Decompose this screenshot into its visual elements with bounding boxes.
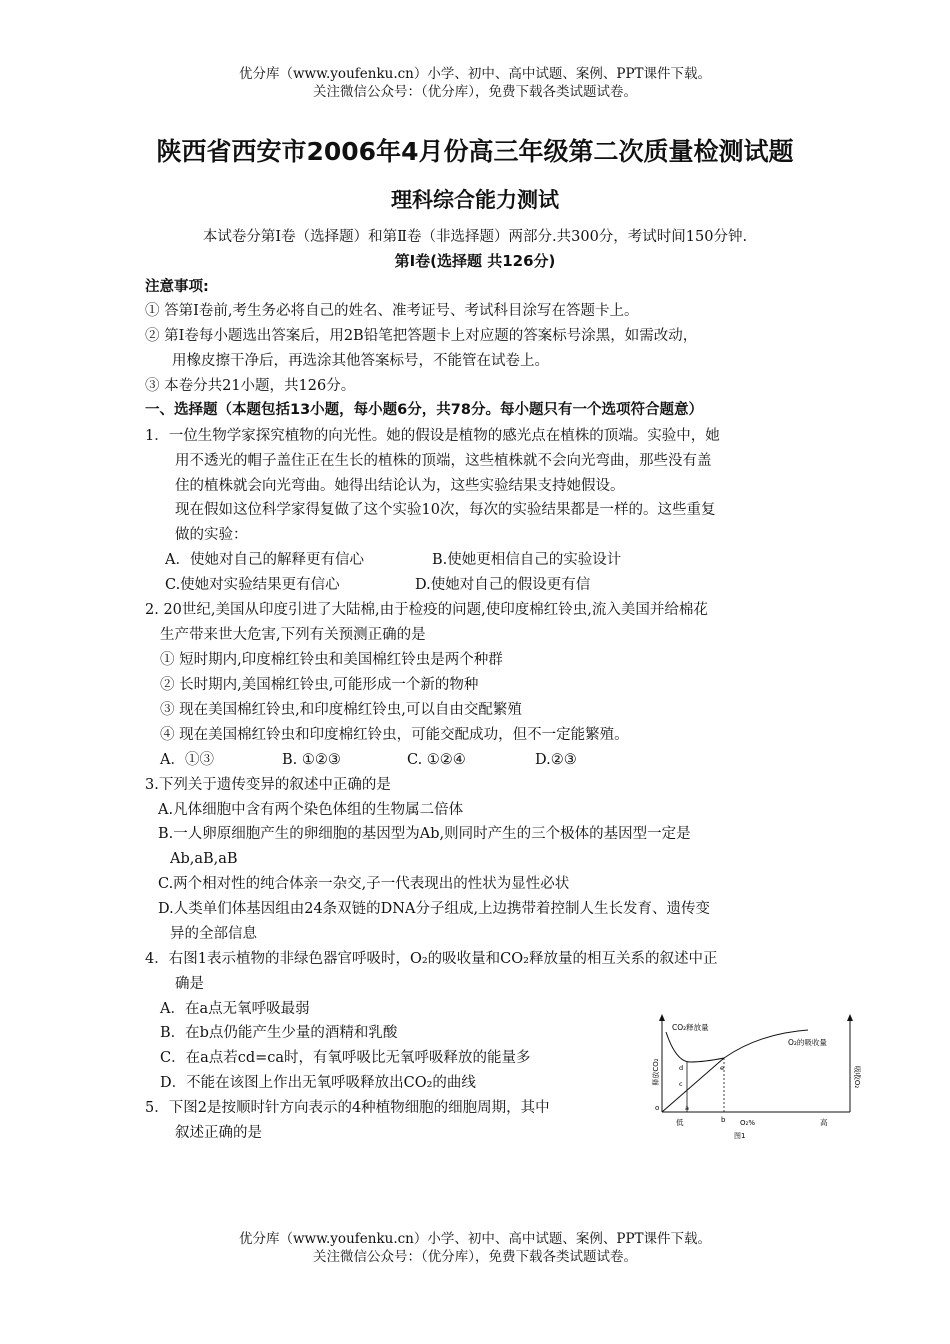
page-subtitle: 理科综合能力测试 <box>391 188 559 212</box>
o2-uptake-line <box>662 1058 724 1112</box>
footer-line-1: 优分库（www.youfenku.cn）小学、初中、高中试题、案例、PPT课件下载。 <box>238 1231 712 1247</box>
q3-option-d[interactable]: D.人类单们体基因组由24条双链的DNA分子组成,上边携带着控制人生长发育、遗传变 <box>158 901 711 917</box>
q1-line-2: 用不透光的帽子盖住正在生长的植株的顶端，这些植株就不会向光弯曲，那些没有盖 <box>175 453 712 469</box>
notes-heading: 注意事项: <box>145 279 209 295</box>
q4-option-d[interactable]: D．不能在该图上作出无氧呼吸释放出CO₂的曲线 <box>160 1075 476 1091</box>
label-high: 高 <box>820 1118 828 1127</box>
q4-line-2: 确是 <box>175 976 204 992</box>
q2-line-2: 生产带来世大危害,下列有关预测正确的是 <box>160 627 426 643</box>
q2-line-1: 2. 20世纪,美国从印度引进了大陆棉,由于检疫的问题,使印度棉红铃虫,流入美国并给棉花 <box>145 602 708 618</box>
q3-option-a[interactable]: A.凡体细胞中含有两个染色体组的生物属二倍体 <box>158 802 464 818</box>
part1-title: 第Ⅰ卷(选择题 共126分) <box>394 252 556 270</box>
q3-option-b-cont: Ab,aB,aB <box>170 851 238 867</box>
label-co2-curve: CO₂释放量 <box>672 1023 709 1032</box>
note-1: ① 答第Ⅰ卷前,考生务必将自己的姓名、准考证号、考试科目涂写在答题卡上。 <box>145 303 639 319</box>
q2-statement-4: ④ 现在美国棉红铃虫和印度棉红铃虫，可能交配成功，但不一定能繁殖。 <box>160 727 629 743</box>
q3-option-b[interactable]: B.一人卵原细胞产生的卵细胞的基因型为Ab,则同时产生的三个极体的基因型一定是 <box>158 826 691 842</box>
label-d: d <box>679 1064 684 1072</box>
q1-options-cd <box>165 575 590 595</box>
figure-1 <box>650 1010 860 1145</box>
label-a: a <box>685 1104 689 1112</box>
label-y-left: 释放CO₂ <box>652 1058 660 1086</box>
co2-release-curve <box>666 1032 724 1062</box>
q1-line-3: 住的植株就会向光弯曲。她得出结论认为，这些实验结果支持她假设。 <box>175 478 625 494</box>
note-2b: 用橡皮擦干净后，再选涂其他答案标号，不能管在试卷上。 <box>172 353 549 369</box>
q4-option-b[interactable]: B．在b点仍能产生少量的酒精和乳酸 <box>160 1025 398 1041</box>
q5-line-1: 5．下图2是按顺时针方向表示的4种植物细胞的细胞周期，其中 <box>145 1100 550 1116</box>
label-y-right: 吸收O₂ <box>853 1065 861 1089</box>
q2-options <box>160 750 577 770</box>
label-b: b <box>721 1116 726 1124</box>
header-line-1: 优分库（www.youfenku.cn）小学、初中、高中试题、案例、PPT课件下载。 <box>238 66 712 82</box>
q2-option-a[interactable]: A．①③ <box>160 752 214 768</box>
footer-line-2: 关注微信公众号：（优分库），免费下载各类试题试卷。 <box>313 1249 637 1265</box>
q2-statement-3: ③ 现在美国棉红铃虫,和印度棉红铃虫,可以自由交配繁殖 <box>160 702 522 718</box>
section1-heading: 一、选择题（本题包括13小题，每小题6分，共78分。每小题只有一个选项符合题意） <box>145 402 703 418</box>
intro-text: 本试卷分第Ⅰ卷（选择题）和第Ⅱ卷（非选择题）两部分.共300分，考试时间150分钟. <box>202 229 748 245</box>
label-origin: o <box>655 1104 660 1112</box>
q5-line-2: 叙述正确的是 <box>175 1125 262 1141</box>
q3-line-1: 3.下列关于遗传变异的叙述中正确的是 <box>145 777 391 793</box>
label-c: c <box>679 1080 683 1088</box>
y-axis-left-arrow <box>659 1014 665 1021</box>
q4-option-a[interactable]: A．在a点无氧呼吸最弱 <box>160 1001 310 1017</box>
q1-option-b[interactable]: B.使她更相信自己的实验设计 <box>432 552 622 568</box>
q2-option-b[interactable]: B. ①②③ <box>282 752 341 768</box>
q1-option-d[interactable]: D.使她对自己的假设更有信 <box>415 577 591 593</box>
note-3: ③ 本卷分共21小题，共126分。 <box>145 378 356 394</box>
q1-options-ab <box>165 550 621 570</box>
header-line-2: 关注微信公众号：（优分库），免费下载各类试题试卷。 <box>313 84 637 100</box>
label-o2-curve: O₂的吸收量 <box>788 1038 827 1047</box>
q3-option-c[interactable]: C.两个相对性的纯合体亲一杂交,子一代表现出的性状为显性必状 <box>158 876 570 892</box>
q1-line-1: 1．一位生物学家探究植物的向光性。她的假设是植物的感光点在植株的顶端。实验中，她 <box>145 428 720 444</box>
page-title: 陕西省西安市2006年4月份高三年级第二次质量检测试题 <box>156 137 794 166</box>
q1-line-5: 做的实验： <box>175 527 248 543</box>
q4-option-c[interactable]: C．在a点若cd=ca时，有氧呼吸比无氧呼吸释放的能量多 <box>160 1050 531 1066</box>
q1-option-a[interactable]: A．使她对自己的解释更有信心 <box>165 552 364 568</box>
label-e: e <box>720 1064 724 1072</box>
figure-caption: 图1 <box>734 1132 746 1140</box>
q2-option-d[interactable]: D.②③ <box>535 752 577 768</box>
note-2a: ② 第Ⅰ卷每小题选出答案后，用2B铅笔把答题卡上对应题的答案标号涂黑，如需改动， <box>145 328 698 344</box>
label-low: 低 <box>676 1118 684 1127</box>
y-axis-right-arrow <box>847 1014 853 1021</box>
q3-option-d-cont: 异的全部信息 <box>170 926 257 942</box>
q1-line-4: 现在假如这位科学家得复做了这个实验10次，每次的实验结果都是一样的。这些重复 <box>175 502 716 518</box>
q2-option-c[interactable]: C. ①②④ <box>407 752 466 768</box>
q4-line-1: 4．右图1表示植物的非绿色器官呼吸时，O₂的吸收量和CO₂释放量的相互关系的叙述中正 <box>145 951 718 967</box>
label-x-axis: O₂% <box>740 1119 755 1127</box>
q2-statement-2: ② 长时期内,美国棉红铃虫,可能形成一个新的物种 <box>160 677 479 693</box>
q1-option-c[interactable]: C.使她对实验结果更有信心 <box>165 577 340 593</box>
q2-statement-1: ① 短时期内,印度棉红铃虫和美国棉红铃虫是两个种群 <box>160 652 503 668</box>
